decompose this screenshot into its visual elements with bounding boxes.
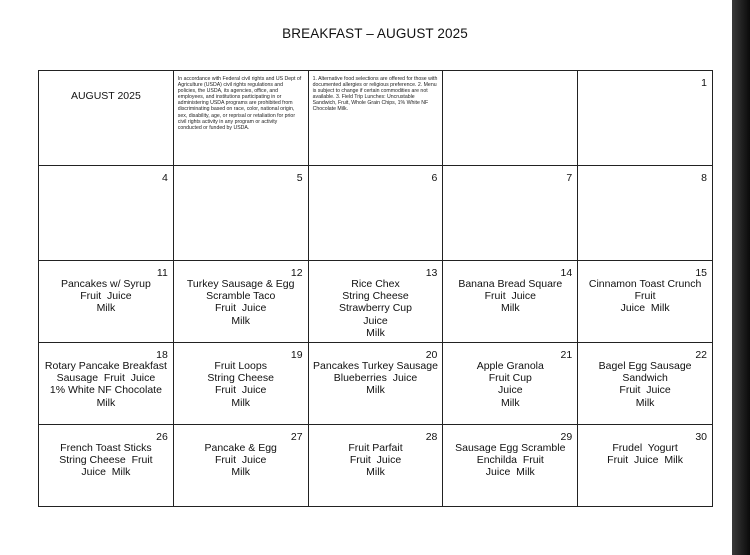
menu-items [309, 425, 443, 479]
day-cell [443, 71, 578, 166]
day-number: 18 [156, 349, 168, 361]
day-number: 11 [156, 267, 168, 279]
day-number: 27 [290, 431, 303, 443]
day-number: 21 [560, 349, 573, 361]
week-row [39, 343, 713, 425]
menu-item: Juice [363, 314, 388, 327]
day-number: 14 [560, 267, 573, 279]
menu-items [443, 343, 577, 409]
menu-items [174, 261, 308, 327]
menu-item: Pancakes w/ Syrup [60, 278, 151, 290]
menu-items [578, 261, 712, 315]
day-cell [173, 425, 308, 507]
menu-item: Milk [500, 302, 520, 315]
menu-item: Rotary Pancake Breakfast [44, 360, 167, 372]
menu-item: Enchilda Fruit [476, 454, 544, 467]
day-cell [173, 343, 308, 425]
day-number: 28 [425, 431, 438, 443]
menu-item: Sausage Egg Scramble [455, 442, 566, 454]
day-cell [39, 166, 174, 261]
menu-item: Scramble Taco [206, 290, 276, 303]
menu-item: Milk [366, 384, 385, 397]
menu-item: Cinnamon Toast Crunch [588, 278, 702, 290]
menu-item: Turkey Sausage & Egg [186, 278, 295, 290]
day-cell [578, 71, 713, 166]
day-cell [578, 166, 713, 261]
menu-item: Pancake & Egg [204, 442, 277, 454]
menu-item: Fruit [634, 290, 656, 303]
page-title: BREAKFAST – AUGUST 2025 [282, 26, 468, 41]
menu-items [39, 425, 173, 479]
menu-item: Milk [366, 466, 385, 479]
day-number: 29 [560, 431, 573, 443]
menu-item: Blueberries Juice [333, 372, 418, 385]
menu-items [443, 425, 577, 479]
menu-item: Fruit Juice [484, 290, 536, 303]
menu-item: Fruit Cup [488, 372, 532, 385]
menu-items [578, 343, 712, 409]
day-number: 22 [695, 349, 707, 361]
menu-items [443, 261, 577, 315]
menu-calendar-grid [38, 70, 713, 507]
menu-item: Milk [231, 314, 251, 327]
menu-item: Fruit Juice Milk [607, 454, 684, 467]
day-cell [308, 71, 443, 166]
menu-item: Rice Chex [351, 278, 400, 290]
menu-items [39, 343, 173, 409]
menu-item: Fruit Juice [215, 302, 267, 315]
civil-rights-notice: In accordance with Federal civil rights and US Dept of Agriculture (USDA) civil rights regulations and policies, the USDA, its agencies, office, and employees, and institutions participating in or administering USDA programs are prohibited from discriminating based on race, color, national origin, sex, disability, age, or reprisal or retaliation for prior civil rights activity in any program or activity conducted or funded by USDA. [177, 76, 302, 131]
day-cell [308, 261, 443, 343]
week-row [39, 166, 713, 261]
day-cell [443, 425, 578, 507]
menu-item: Fruit Parfait [348, 442, 403, 454]
day-number: 6 [431, 172, 438, 184]
menu-item: Sausage Fruit Juice [56, 372, 156, 385]
day-cell [173, 71, 308, 166]
day-cell [308, 166, 443, 261]
menu-item: Sandwich [622, 372, 668, 385]
week-row [39, 71, 713, 166]
menu-items [578, 425, 712, 466]
day-number: 7 [566, 172, 573, 184]
menu-item: Fruit Juice [215, 384, 267, 397]
day-number: 1 [701, 77, 707, 89]
menu-items [309, 343, 443, 397]
menu-item: Apple Granola [476, 360, 544, 372]
menu-item: Fruit Juice [619, 384, 671, 397]
day-cell [578, 343, 713, 425]
menu-item: Juice Milk [485, 466, 535, 479]
menu-item: Milk [96, 302, 116, 315]
day-cell [39, 343, 174, 425]
day-cell [173, 261, 308, 343]
menu-item: Milk [96, 396, 116, 409]
day-number: 8 [701, 172, 707, 184]
menu-item: Milk [500, 396, 520, 409]
day-cell [308, 425, 443, 507]
menu-items [309, 261, 443, 339]
menu-item: Milk [231, 466, 251, 479]
menu-item: Milk [231, 396, 251, 409]
menu-item: Juice [498, 384, 523, 397]
menu-item: Juice Milk [81, 466, 131, 479]
day-cell [443, 166, 578, 261]
day-cell [578, 261, 713, 343]
day-cell [578, 425, 713, 507]
menu-item: Juice Milk [620, 302, 670, 315]
day-number: 5 [296, 172, 303, 184]
day-cell [39, 71, 174, 166]
menu-item: Fruit Juice [80, 290, 132, 303]
menu-item: Milk [366, 326, 385, 339]
day-cell [308, 343, 443, 425]
menu-item: String Cheese Fruit [59, 454, 153, 467]
week-row [39, 425, 713, 507]
day-cell [39, 425, 174, 507]
menu-items [174, 343, 308, 409]
day-cell [443, 343, 578, 425]
day-number: 20 [425, 349, 438, 361]
day-cell [443, 261, 578, 343]
menu-items [174, 425, 308, 479]
week-row [39, 261, 713, 343]
day-cell [173, 166, 308, 261]
menu-items [39, 261, 173, 315]
menu-item: French Toast Sticks [60, 442, 152, 454]
menu-item: Fruit Loops [214, 360, 267, 372]
day-number: 4 [161, 172, 168, 184]
menu-item: Fruit Juice [215, 454, 267, 467]
photo-edge [732, 0, 750, 555]
menu-item: Bagel Egg Sausage [598, 360, 692, 372]
day-number: 30 [695, 431, 707, 443]
menu-item: Banana Bread Square [458, 278, 563, 290]
menu-item: Pancakes Turkey Sausage [313, 360, 438, 372]
day-number: 13 [425, 267, 438, 279]
menu-item: String Cheese [207, 372, 274, 385]
menu-item: Frudel Yogurt [612, 442, 678, 454]
menu-item: Fruit Juice [349, 454, 402, 467]
menu-notes: 1. Alternative food selections are offered for those with documented allergies or religious preference. 2. Menu is subject to change if certain commodities are not available. 3. Field Trip Lunches: Uncrustable Sandwich, Fruit, Whole Grain Chips, 1% White NF Chocolate Milk. [312, 76, 438, 113]
menu-item: 1% White NF Chocolate [49, 384, 162, 397]
day-number: 12 [290, 267, 303, 279]
day-cell [39, 261, 174, 343]
day-number: 26 [156, 431, 168, 443]
menu-item: Strawberry Cup [339, 302, 412, 315]
month-label: AUGUST 2025 [70, 90, 141, 102]
day-number: 19 [290, 349, 303, 361]
day-number: 15 [695, 267, 707, 279]
menu-item: Milk [635, 396, 655, 409]
menu-item: String Cheese [342, 290, 409, 303]
